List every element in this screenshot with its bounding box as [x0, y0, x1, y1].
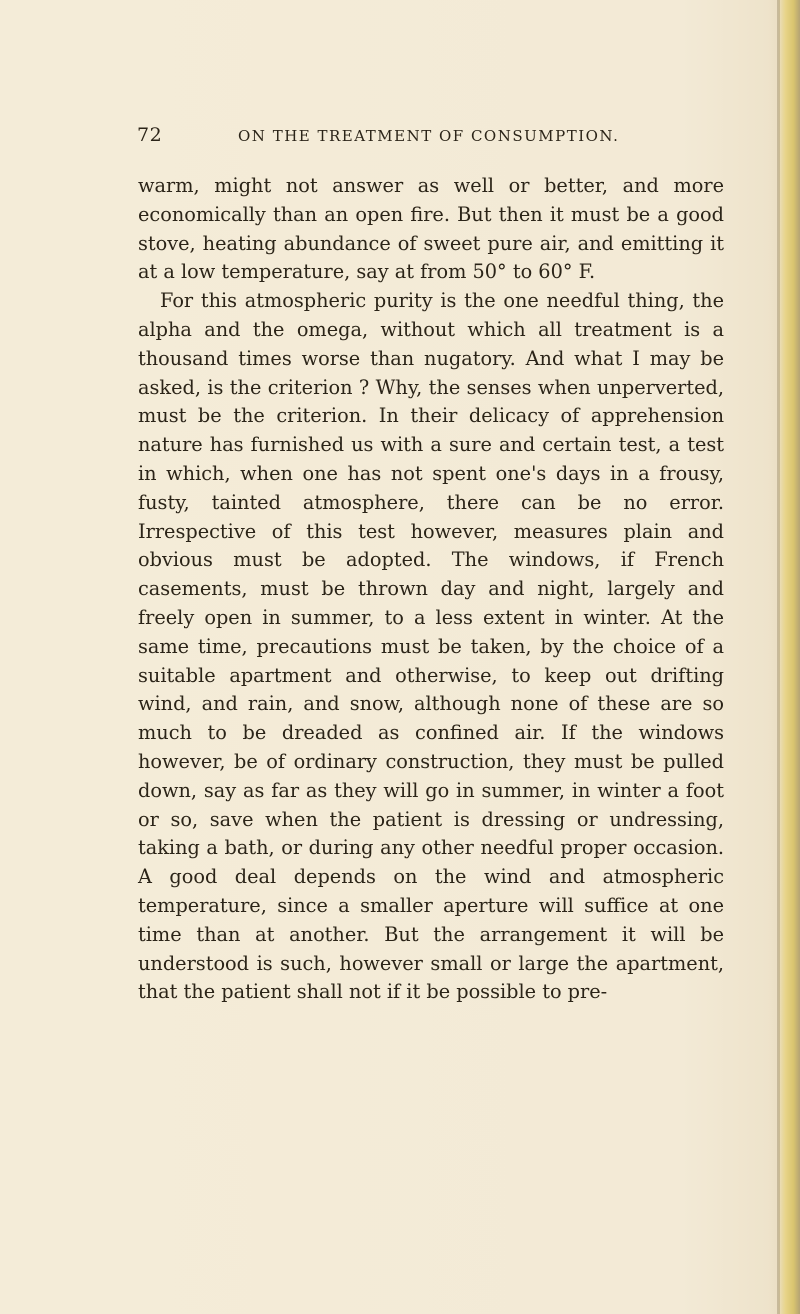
paragraph-continuation: warm, might not answer as well or better, and more economically than an open fire. But then it must be a good stove, heating abundance of sweet pure air, and emitting it at a low temperature, say at from 50° to 60° F. [138, 174, 724, 284]
page-number: 72 [137, 124, 163, 146]
body-text [138, 172, 724, 1007]
page-header [96, 124, 736, 158]
paragraph-atmospheric-purity: For this atmospheric purity is the one needful thing, the alpha and the omega, without which all treatment is a thousand times worse than nugatory. And what I may be asked, is the criterion ? Why, the senses when unperverted, must be the criterion. In their delicacy of apprehension nature has furnished us with a sure and certain test, a test in which, when one has not spent one's days in a frousy, fusty, tainted atmosphere, there can be no error. Irrespective of this test however, measures plain and obvious must be adopted. The windows, if French casements, must be thrown day and night, largely and freely open in summer, to a less extent in winter. At the same time, precautions must be taken, by the choice of a suitable apartment and otherwise, to keep out drifting wind, and rain, and snow, although none of these are so much to be dreaded as confined air. If the windows however, be of ordinary construction, they must be pulled down, say as far as they will go in summer, in winter a foot or so, save when the patient is dressing or undressing, taking a bath, or during any other needful proper occasion. A good deal depends on the wind and atmospheric temperature, since a smaller aperture will suffice at one time than at another. But the arrangement it will be understood is such, however small or large the apartment, that the patient shall not if it be possible to pre- [138, 289, 724, 1004]
running-head: ON THE TREATMENT OF CONSUMPTION. [238, 127, 620, 145]
gilt-page-edge [778, 0, 800, 1314]
